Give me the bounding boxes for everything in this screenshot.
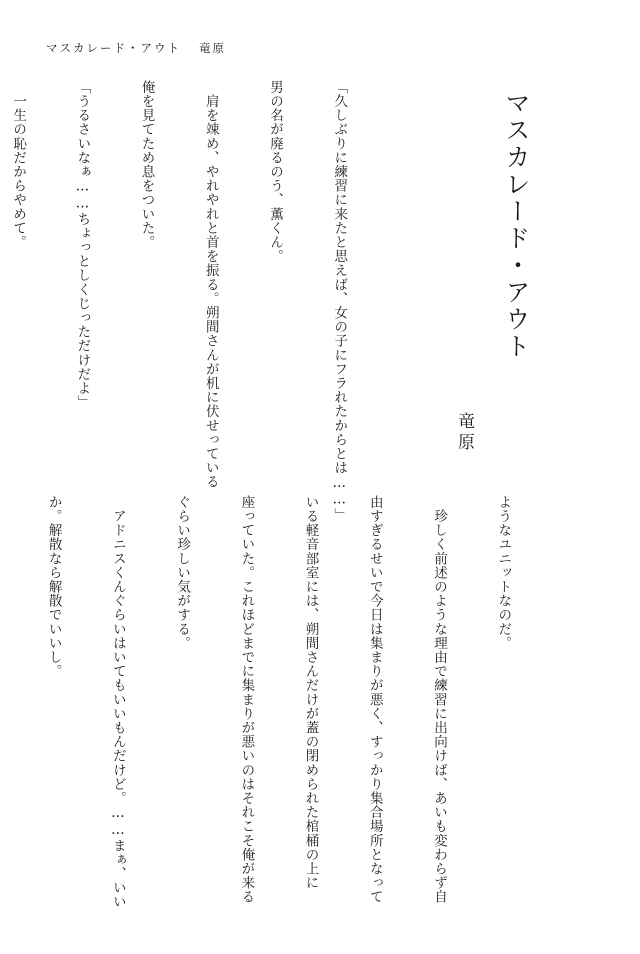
lower-body-text [45,495,556,909]
text-line: 珍しく前述のような理由で練習に出向けば、あいも変わらず自 [430,495,447,904]
text-line: か。解散なら解散でいいし。 [45,495,62,679]
running-header-author: 竜原 [199,41,226,55]
text-line: アドニスくんぐらいはいてもいいもんだけど。……まぁ、いい [109,495,126,909]
text-line: 男の名が廃るのう、薫くん。 [266,80,283,264]
upper-body-text [10,80,392,523]
text-line: 「うるさいなぁ……ちょっとしくじっただけだよ」 [74,80,91,410]
text-line: 由すぎるせいで今日は集まりが悪く、すっかり集合場所となって [366,495,383,904]
story-title: マスカレード・アウト [502,90,531,360]
text-line: 座っていた。これほどまでに集まりが悪いのはそれこそ俺が来る [238,495,255,904]
running-header-title: マスカレード・アウト [46,41,181,55]
story-author: 竜原 [454,412,474,454]
text-line: 「久しぶりに練習に来たと思えば、女の子にフラれたからとは……」 [331,80,348,523]
text-line: ようなユニットなのだ。 [495,495,512,651]
running-header [46,40,226,56]
text-line: 俺を見てため息をついた。 [138,80,155,250]
text-line: ぐらい珍しい気がする。 [174,495,191,651]
text-line: 肩を竦め、やれやれと首を振る。朔間さんが机に伏せっている [202,80,219,489]
text-line: いる軽音部室には、朔間さんだけが蓋の閉められた棺桶の上に [302,495,319,890]
text-line: 一生の恥だからやめて。 [10,80,27,250]
